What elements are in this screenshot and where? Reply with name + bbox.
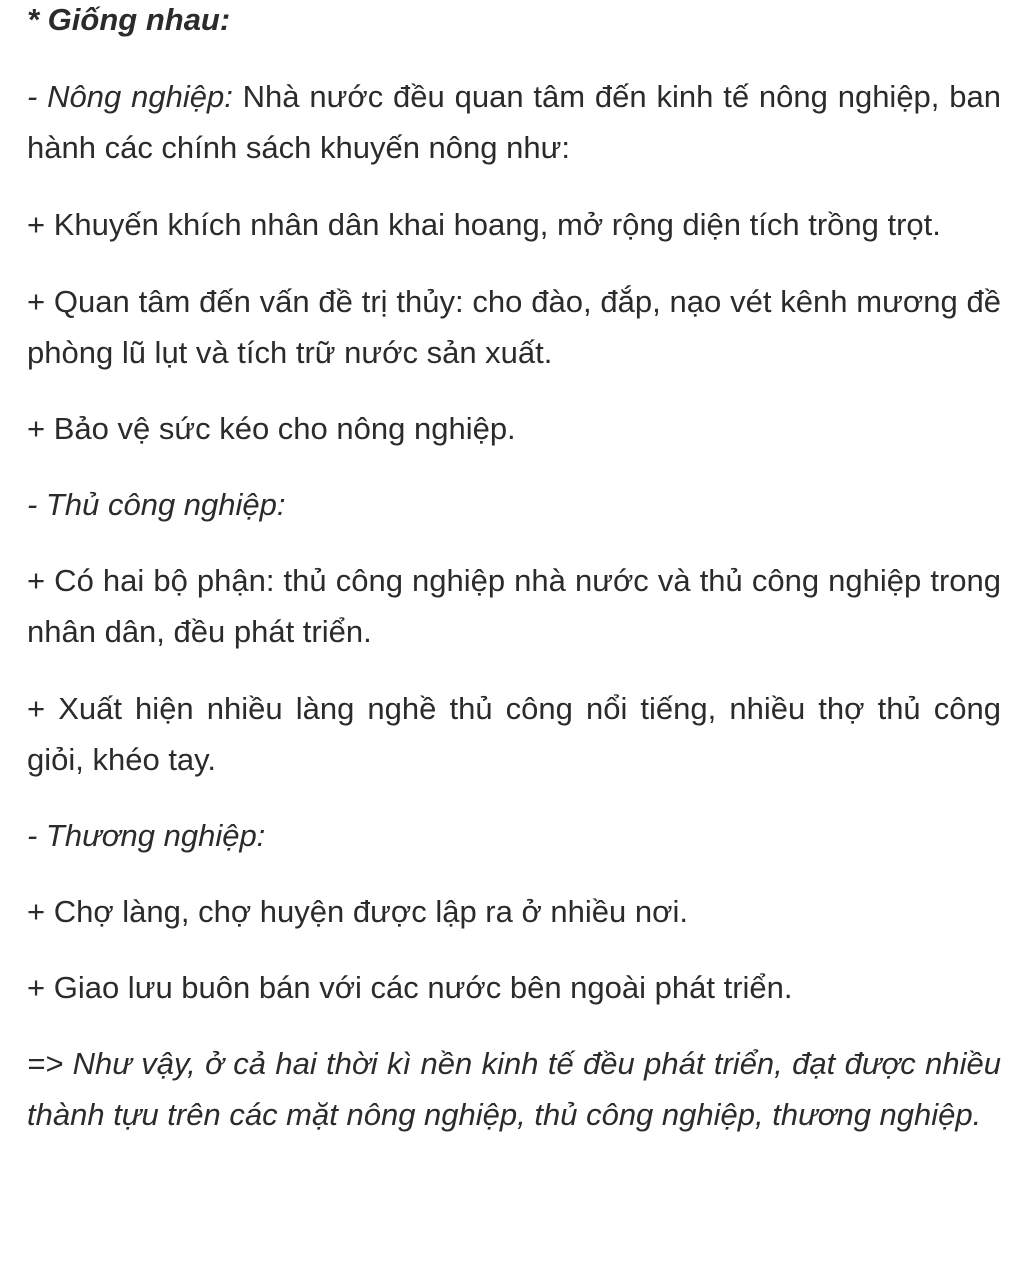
paragraph-nong-nghiep [27, 71, 1001, 173]
item-giao-luu: + Giao lưu buôn bán với các nước bên ngoài phát triển. [27, 970, 793, 1005]
label-thu-cong-nghiep: - Thủ công nghiệp: [27, 487, 286, 522]
label-thuong-nghiep: - Thương nghiệp: [27, 818, 266, 853]
item-khai-hoang: + Khuyến khích nhân dân khai hoang, mở rộng diện tích trồng trọt. [27, 207, 941, 242]
conclusion: => Như vậy, ở cả hai thời kì nền kinh tế đều phát triển, đạt được nhiều thành tựu trên các mặt nông nghiệp, thủ công nghiệp, thương nghiệp. [27, 1046, 1001, 1132]
label-nong-nghiep: - Nông nghiệp: [27, 79, 233, 114]
item-hai-bo-phan: + Có hai bộ phận: thủ công nghiệp nhà nước và thủ công nghiệp trong nhân dân, đều phát triển. [27, 563, 1001, 649]
item-lang-nghe: + Xuất hiện nhiều làng nghề thủ công nổi tiếng, nhiều thợ thủ công giỏi, khéo tay. [27, 691, 1001, 777]
text-nong-nghiep: Nhà nước đều quan tâm đến kinh tế nông nghiệp, ban hành các chính sách khuyến nông như: [27, 79, 1001, 165]
heading-similarities: * Giống nhau: [27, 2, 231, 37]
document-body [27, 0, 1001, 1140]
item-suc-keo: + Bảo vệ sức kéo cho nông nghiệp. [27, 411, 516, 446]
item-tri-thuy: + Quan tâm đến vấn đề trị thủy: cho đào, đắp, nạo vét kênh mương đề phòng lũ lụt và tích trữ nước sản xuất. [27, 284, 1001, 370]
item-cho-lang: + Chợ làng, chợ huyện được lập ra ở nhiều nơi. [27, 894, 688, 929]
